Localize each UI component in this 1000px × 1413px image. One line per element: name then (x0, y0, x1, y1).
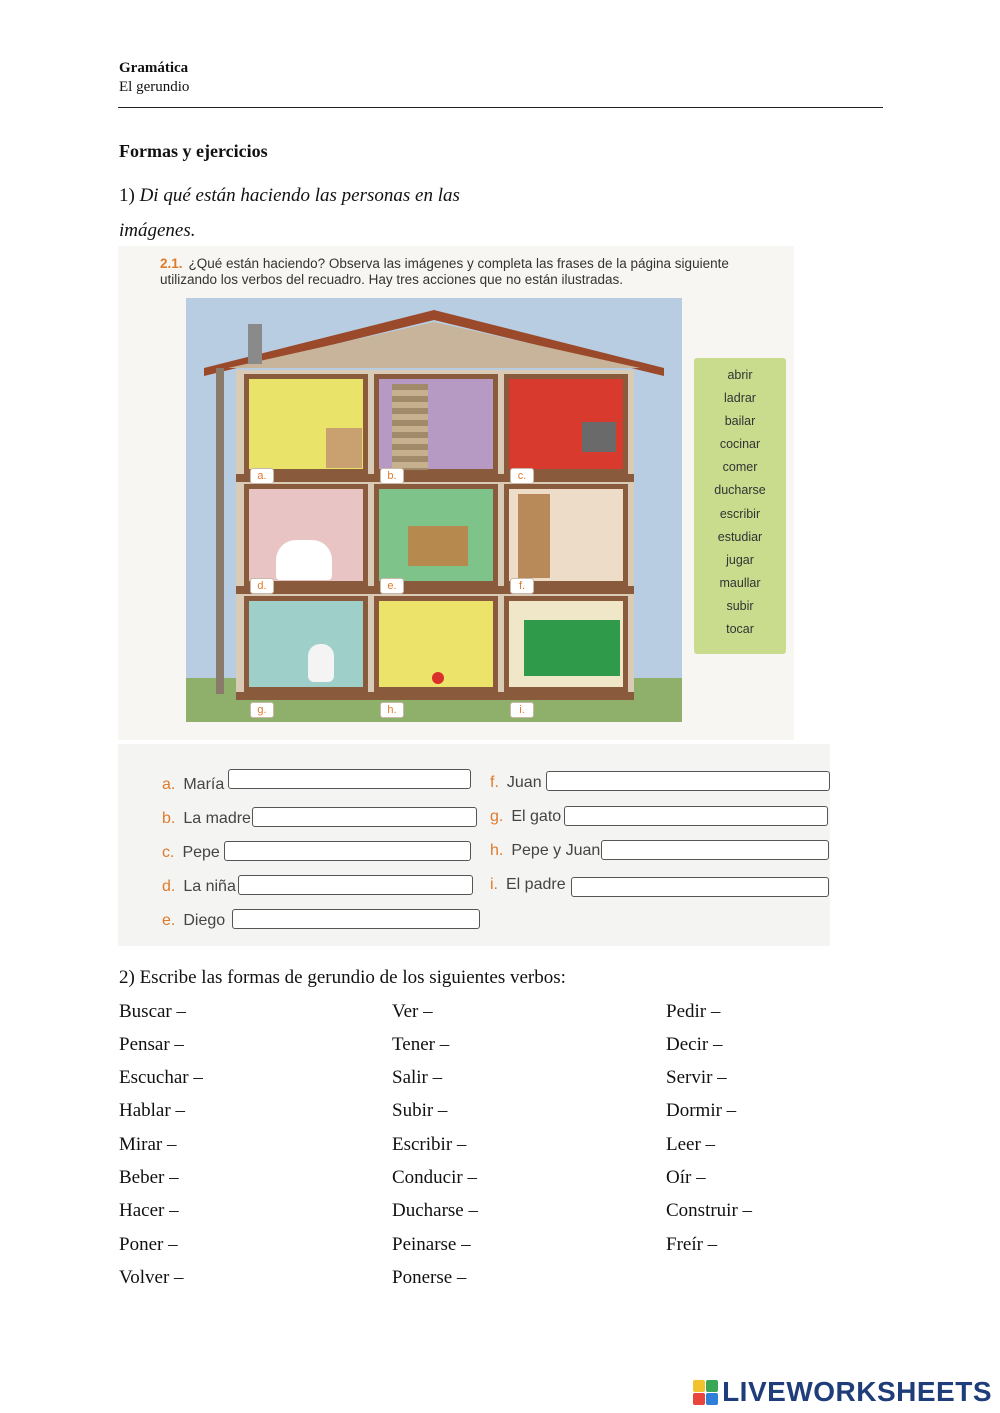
section-title: Formas y ejercicios (119, 141, 268, 161)
book-instruction-text: ¿Qué están haciendo? Observa las imágenes y completa las frases de la página siguiente utilizando los verbos del recuadro. Hay tres acciones que no están ilustradas. (160, 256, 729, 287)
room-label-i: i. (510, 702, 534, 718)
header-subtitle: El gerundio (119, 79, 190, 95)
answer-letter: d. (162, 878, 176, 895)
answer-prompt-i (490, 876, 566, 894)
room-label-a: a. (250, 468, 274, 484)
answer-letter: e. (162, 912, 176, 929)
verb-item: Dormir – (666, 1100, 737, 1121)
table-prop (276, 540, 332, 580)
answer-input-b[interactable] (252, 807, 477, 827)
verb-item: Beber – (119, 1167, 179, 1188)
answer-strip (118, 744, 830, 946)
verb-item: Pedir – (666, 1001, 721, 1022)
word-box-verb: estudiar (717, 530, 763, 544)
word-box-verb: escribir (719, 507, 761, 521)
verb-item: Conducir – (392, 1167, 477, 1188)
ball-prop (432, 672, 444, 684)
answer-letter: h. (490, 842, 504, 859)
verb-item: Escribir – (392, 1134, 467, 1155)
word-box-verb: ducharse (714, 483, 766, 497)
desk-prop (326, 428, 362, 468)
bookcase-prop (408, 526, 468, 566)
answer-letter: a. (162, 776, 176, 793)
room-label-d: d. (250, 578, 274, 594)
answer-input-c[interactable] (224, 841, 471, 861)
word-box-verb: abrir (727, 368, 753, 382)
answer-input-d[interactable] (238, 875, 473, 895)
word-box-verb: ladrar (724, 391, 756, 405)
verb-item: Servir – (666, 1067, 727, 1088)
verb-item: Ducharse – (392, 1200, 478, 1221)
answer-subject: El gato (511, 808, 562, 825)
answer-input-g[interactable] (564, 806, 828, 826)
door-prop (518, 494, 550, 578)
answer-letter: b. (162, 810, 176, 827)
question-1-text: Di qué están haciendo las personas en las imágenes. (119, 185, 460, 241)
answer-input-i[interactable] (571, 877, 829, 897)
question-1 (119, 178, 519, 248)
word-box-verb: tocar (726, 622, 754, 636)
verb-item: Decir – (666, 1034, 723, 1055)
answer-input-a[interactable] (228, 769, 471, 789)
answer-subject: Pepe (182, 844, 220, 861)
verb-item: Poner – (119, 1234, 178, 1255)
verb-item: Hablar – (119, 1100, 185, 1121)
book-exercise-number: 2.1. (160, 256, 183, 271)
logo-text: LIVEWORKSHEETS (722, 1376, 992, 1407)
room-label-h: h. (380, 702, 404, 718)
book-instruction (160, 256, 780, 288)
room-label-b: b. (380, 468, 404, 484)
room-label-e: e. (380, 578, 404, 594)
verb-item: Ver – (392, 1001, 433, 1022)
answer-letter: g. (490, 808, 504, 825)
answer-prompt-h (490, 842, 600, 860)
verb-item: Volver – (119, 1267, 184, 1288)
header-title: Gramática (119, 60, 189, 76)
verb-item: Peinarse – (392, 1234, 471, 1255)
answer-subject: El padre (506, 876, 566, 893)
word-box-verb: cocinar (719, 437, 761, 451)
answer-prompt-a (162, 776, 224, 794)
verb-item: Subir – (392, 1100, 448, 1121)
verb-item: Salir – (392, 1067, 443, 1088)
answer-prompt-g (490, 808, 561, 826)
answer-prompt-d (162, 878, 236, 896)
word-box-verb: comer (722, 460, 758, 474)
verb-item: Leer – (666, 1134, 716, 1155)
answer-subject: Juan (506, 774, 542, 791)
verb-item: Hacer – (119, 1200, 179, 1221)
verb-item: Freír – (666, 1234, 718, 1255)
answer-prompt-c (162, 844, 220, 862)
word-box-verb: subir (726, 599, 754, 613)
answer-input-f[interactable] (546, 771, 830, 791)
answer-input-h[interactable] (601, 840, 829, 860)
answer-letter: i. (490, 876, 498, 893)
logo-mark-icon (693, 1380, 718, 1405)
room-label-c: c. (510, 468, 534, 484)
verb-item: Pensar – (119, 1034, 184, 1055)
answer-subject: Pepe y Juan (511, 842, 601, 859)
shower-curtain-prop (524, 620, 620, 676)
header-divider (118, 107, 883, 108)
answer-letter: c. (162, 844, 175, 861)
house-illustration (186, 298, 682, 722)
answer-subject: María (183, 776, 225, 793)
verb-item: Ponerse – (392, 1267, 467, 1288)
verb-item: Oír – (666, 1167, 706, 1188)
answer-subject: La madre (183, 810, 251, 827)
answer-letter: f. (490, 774, 499, 791)
liveworksheets-logo (693, 1376, 992, 1408)
answer-prompt-f (490, 774, 542, 792)
answer-input-e[interactable] (232, 909, 480, 929)
stairs-prop (392, 384, 428, 470)
word-box-verb: maullar (719, 576, 761, 590)
verb-word-box (694, 358, 786, 654)
cat-prop (308, 644, 334, 682)
answer-prompt-b (162, 810, 251, 828)
verb-item: Buscar – (119, 1001, 187, 1022)
answer-prompt-e (162, 912, 225, 930)
room-label-f: f. (510, 578, 534, 594)
question-2: 2) Escribe las formas de gerundio de los siguientes verbos: (119, 967, 566, 988)
amplifier-prop (582, 422, 616, 452)
verb-item: Construir – (666, 1200, 753, 1221)
question-1-number: 1) (119, 185, 135, 206)
verb-item: Mirar – (119, 1134, 177, 1155)
answer-subject: La niña (183, 878, 236, 895)
room-g (244, 596, 368, 692)
verb-item: Tener – (392, 1034, 450, 1055)
answer-subject: Diego (183, 912, 226, 929)
word-box-verb: bailar (724, 414, 756, 428)
word-box-verb: jugar (726, 553, 754, 567)
verb-item: Escuchar – (119, 1067, 203, 1088)
room-label-g: g. (250, 702, 274, 718)
